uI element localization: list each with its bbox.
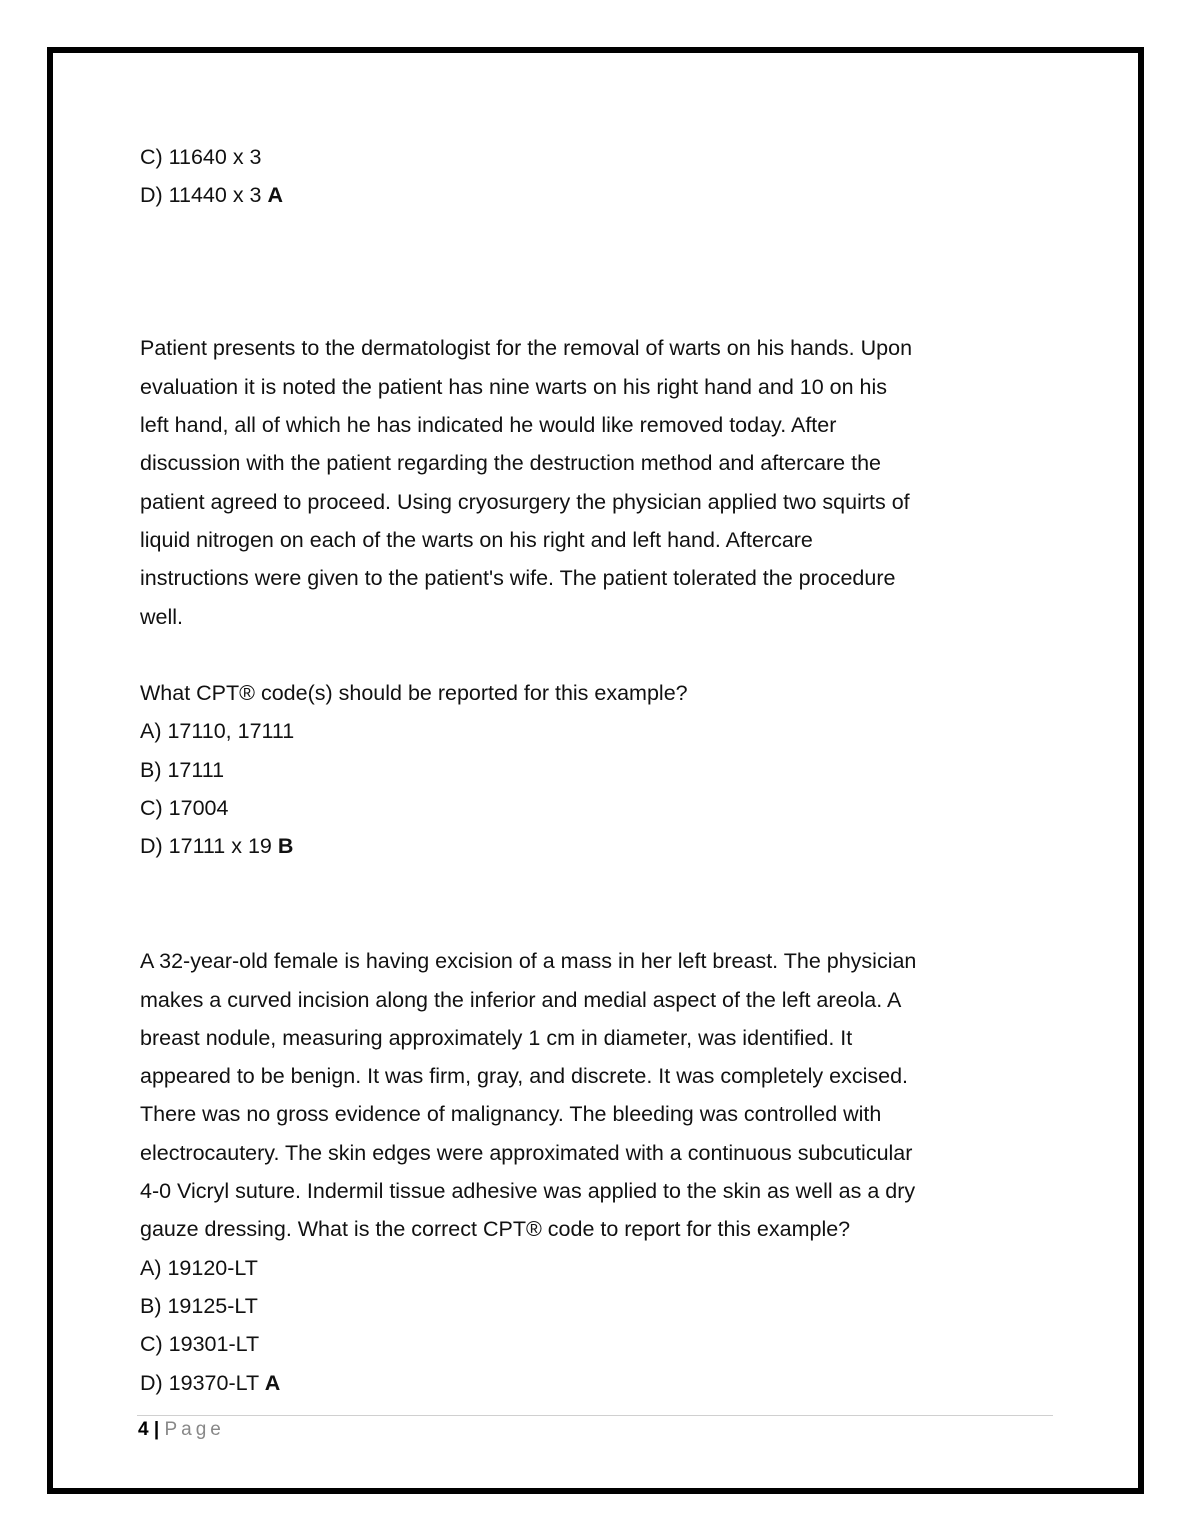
- text-line: [140, 674, 1070, 712]
- line-text: D) 11440 x 3: [140, 183, 262, 208]
- text-line: [140, 1325, 1070, 1363]
- blank-line: [140, 636, 1070, 674]
- line-text: electrocautery. The skin edges were approximated with a continuous subcuticular: [140, 1140, 913, 1165]
- text-line: [140, 1287, 1070, 1325]
- answer-key: B: [277, 834, 294, 859]
- text-line: [140, 559, 1070, 597]
- line-text: A 32-year-old female is having excision of a mass in her left breast. The physician: [140, 949, 917, 974]
- text-line: [140, 598, 1070, 636]
- line-text: A) 19120-LT: [140, 1255, 258, 1280]
- blank-line: [140, 866, 1070, 904]
- text-line: [140, 176, 1070, 214]
- text-line: [140, 1057, 1070, 1095]
- text-line: [140, 406, 1070, 444]
- page-label: Page: [164, 1419, 225, 1440]
- line-text: gauze dressing. What is the correct CPT® code to report for this example?: [140, 1217, 851, 1242]
- line-text: liquid nitrogen on each of the warts on his right and left hand. Aftercare: [140, 527, 813, 552]
- blank-line: [140, 215, 1070, 253]
- text-line: [140, 1249, 1070, 1287]
- text-line: [140, 1172, 1070, 1210]
- text-line: [140, 789, 1070, 827]
- text-line: [140, 1210, 1070, 1248]
- text-line: [140, 444, 1070, 482]
- page-footer: [138, 1419, 225, 1441]
- line-text: Patient presents to the dermatologist for the removal of warts on his hands. Upon: [140, 336, 913, 361]
- line-text: patient agreed to proceed. Using cryosurgery the physician applied two squirts of: [140, 489, 910, 514]
- text-line: [140, 483, 1070, 521]
- line-text: D) 17111 x 19: [140, 834, 272, 859]
- text-line: [140, 712, 1070, 750]
- text-line: [140, 521, 1070, 559]
- blank-line: [140, 253, 1070, 291]
- line-text: C) 17004: [140, 796, 229, 821]
- answer-key: A: [267, 183, 284, 208]
- blank-line: [140, 904, 1070, 942]
- text-line: [140, 1364, 1070, 1402]
- text-line: [140, 138, 1070, 176]
- line-text: appeared to be benign. It was firm, gray, and discrete. It was completely excised.: [140, 1064, 909, 1089]
- footer-separator: |: [153, 1419, 160, 1440]
- answer-key: A: [264, 1370, 281, 1395]
- line-text: left hand, all of which he has indicated he would like removed today. After: [140, 413, 837, 438]
- blank-line: [140, 291, 1070, 329]
- line-text: C) 19301-LT: [140, 1332, 260, 1357]
- line-text: well.: [140, 604, 184, 629]
- line-text: instructions were given to the patient's wife. The patient tolerated the procedure: [140, 566, 896, 591]
- text-line: [140, 329, 1070, 367]
- line-text: B) 19125-LT: [140, 1293, 258, 1318]
- text-line: [140, 751, 1070, 789]
- line-text: What CPT® code(s) should be reported for this example?: [140, 681, 688, 706]
- text-line: [140, 1095, 1070, 1133]
- line-text: evaluation it is noted the patient has nine warts on his right hand and 10 on his: [140, 374, 888, 399]
- text-line: [140, 368, 1070, 406]
- text-line: [140, 1134, 1070, 1172]
- text-line: [140, 942, 1070, 980]
- line-text: D) 19370-LT: [140, 1370, 259, 1395]
- line-text: B) 17111: [140, 757, 225, 782]
- line-text: 4-0 Vicryl suture. Indermil tissue adhesive was applied to the skin as well as a dry: [140, 1179, 916, 1204]
- line-text: A) 17110, 17111: [140, 719, 295, 744]
- line-text: There was no gross evidence of malignancy. The bleeding was controlled with: [140, 1102, 882, 1127]
- text-line: [140, 1019, 1070, 1057]
- line-text: discussion with the patient regarding the destruction method and aftercare the: [140, 451, 882, 476]
- page-number: 4: [138, 1419, 149, 1440]
- document-body: [140, 138, 1070, 1402]
- line-text: breast nodule, measuring approximately 1 cm in diameter, was identified. It: [140, 1025, 853, 1050]
- text-line: [140, 827, 1070, 865]
- footer-divider: [137, 1415, 1053, 1416]
- line-text: C) 11640 x 3: [140, 145, 262, 169]
- text-line: [140, 981, 1070, 1019]
- line-text: makes a curved incision along the inferior and medial aspect of the left areola. A: [140, 987, 902, 1012]
